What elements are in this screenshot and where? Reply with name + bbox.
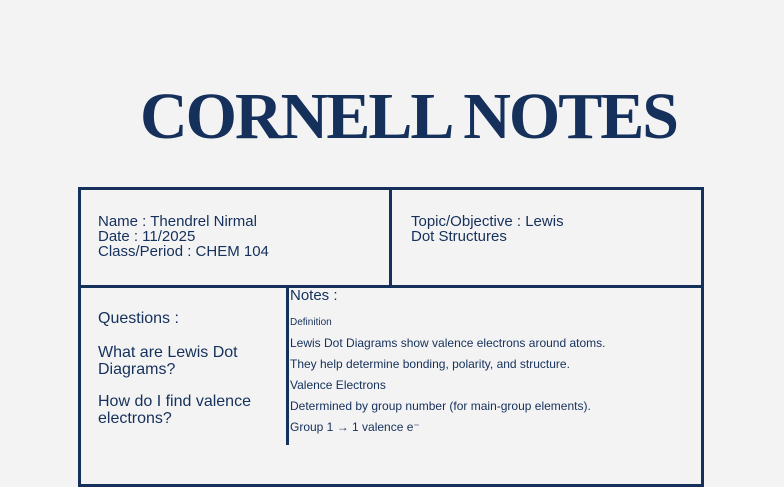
notes-line: Determined by group number (for main-group elements).: [290, 399, 591, 413]
questions-heading: Questions :: [98, 310, 179, 327]
notes-column: [290, 312, 605, 438]
notes-heading: Notes :: [290, 287, 338, 304]
question-item: What are Lewis Dot Diagrams?: [98, 344, 238, 378]
cue-column-divider: [286, 285, 289, 445]
topic-line-2: Dot Structures: [411, 228, 507, 245]
topic-objective: [411, 214, 564, 244]
date-field: Date : 11/2025: [98, 228, 196, 245]
header-column-divider: [389, 187, 392, 287]
notes-line: Valence Electrons: [290, 378, 386, 392]
topic-line-1: Topic/Objective : Lewis: [411, 213, 564, 230]
notes-line: They help determine bonding, polarity, and structure.: [290, 357, 570, 371]
notes-line: Lewis Dot Diagrams show valence electrons around atoms.: [290, 336, 606, 350]
student-info: [98, 214, 269, 259]
student-name: Name : Thendrel Nirmal: [98, 213, 257, 230]
notes-line: Group 1 → 1 valence e⁻: [290, 420, 420, 434]
class-period-field: Class/Period : CHEM 104: [98, 243, 269, 260]
question-item: How do I find valence electrons?: [98, 393, 251, 427]
questions-column: [98, 310, 278, 442]
notes-line: Definition: [290, 317, 332, 328]
page-title: CORNELL NOTES: [140, 80, 677, 153]
